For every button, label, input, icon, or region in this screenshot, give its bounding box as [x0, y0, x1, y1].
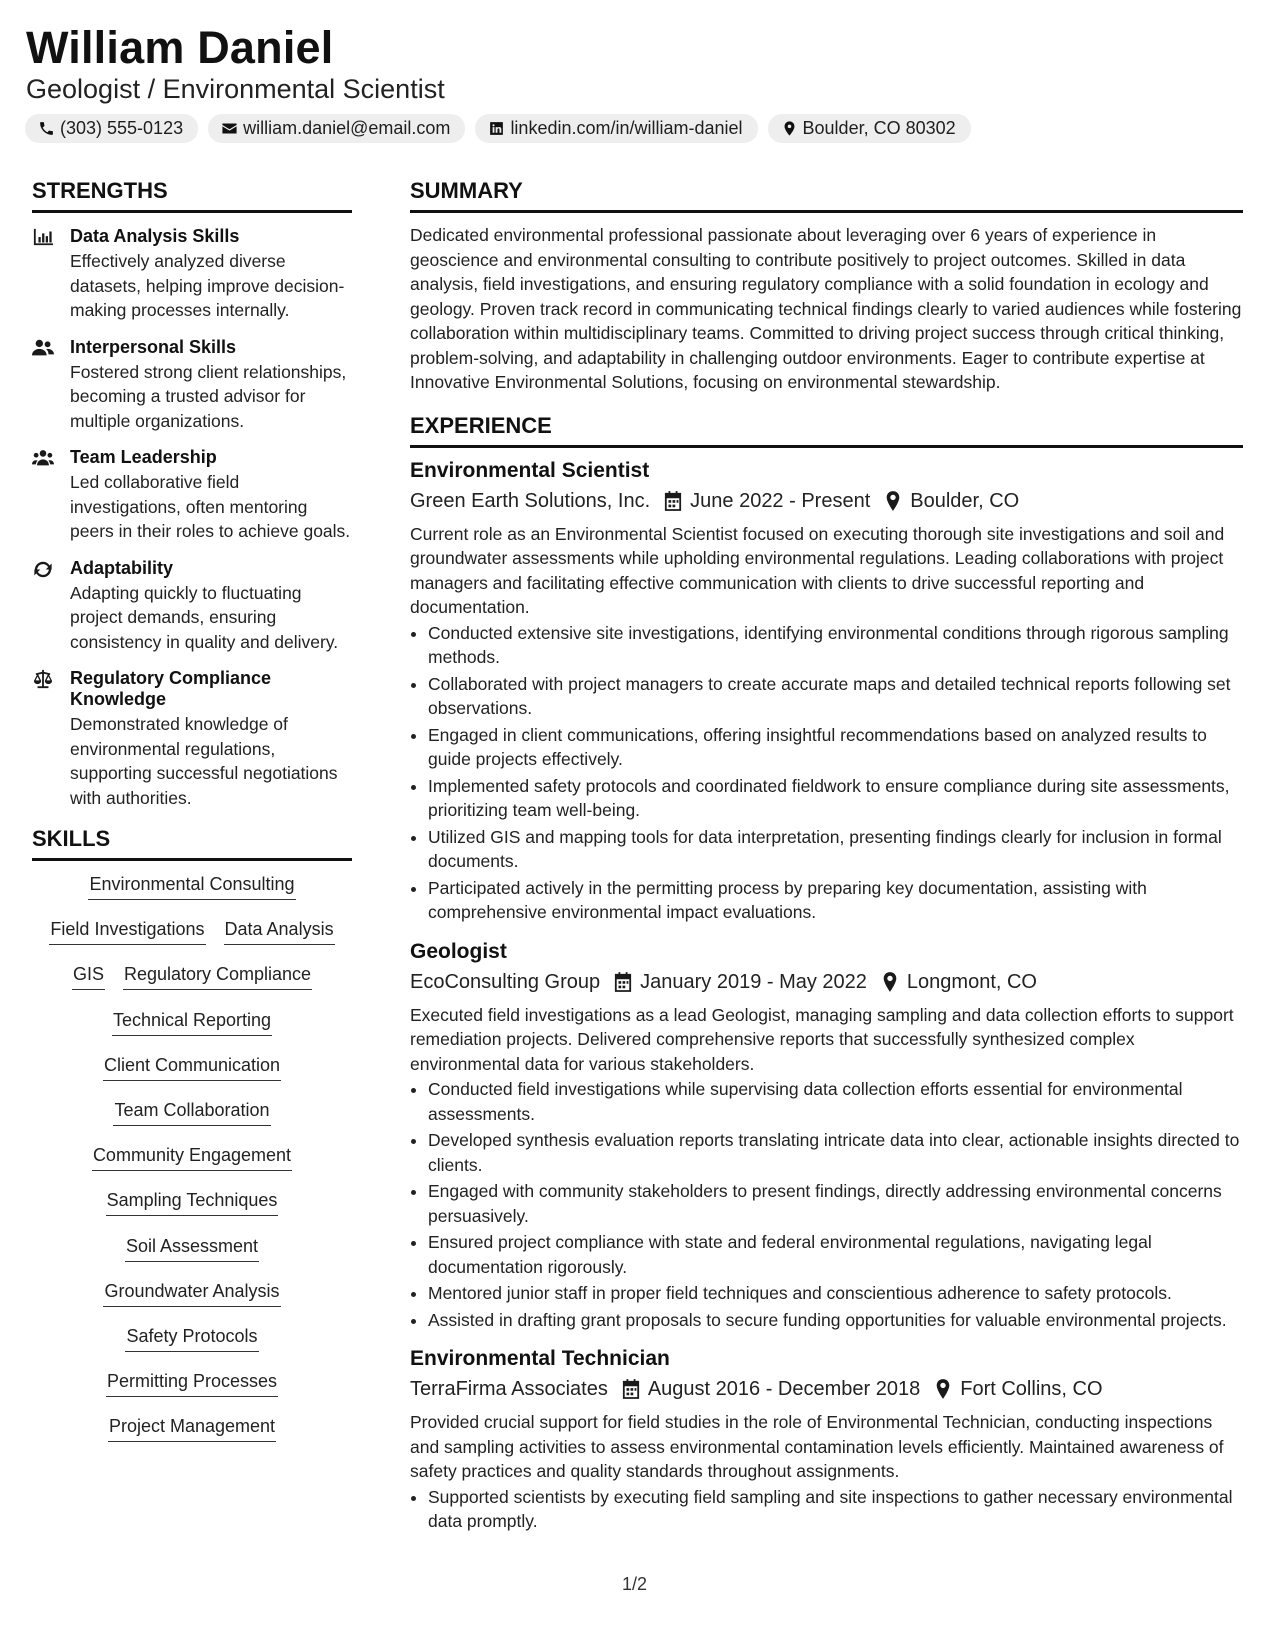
skill-tag: Sampling Techniques — [106, 1187, 279, 1216]
skill-tag: Soil Assessment — [125, 1233, 259, 1262]
job-bullet: • Engaged in client communications, offering insightful recommendations based on analyzed results to guide projects effectively. — [428, 723, 1243, 772]
job-dates: January 2019 - May 2022 — [640, 970, 867, 993]
strength-name: Team Leadership — [70, 447, 217, 467]
job-location: Boulder, CO — [910, 489, 1020, 512]
experience-section — [410, 413, 1243, 1534]
location-icon — [781, 120, 798, 137]
skill-tag: Regulatory Compliance — [123, 961, 312, 990]
job-dates: June 2022 - Present — [690, 489, 871, 512]
skills-heading: SKILLS — [32, 826, 352, 861]
location-icon — [881, 972, 899, 992]
job-title: Environmental Technician — [410, 1347, 670, 1370]
job-bullet: • Developed synthesis evaluation reports translating intricate data into clear, actionable insights directed to clients. — [428, 1128, 1243, 1177]
skills-section — [32, 826, 352, 1458]
skill-tag: Field Investigations — [49, 916, 205, 945]
strength-desc: Demonstrated knowledge of environmental regulations, supporting successful negotiations with authorities. — [70, 714, 338, 808]
job-dates: August 2016 - December 2018 — [647, 1378, 921, 1400]
strength-item — [32, 337, 352, 434]
job-bullet: • Assisted in drafting grant proposals to secure funding opportunities for valuable environmental projects. — [428, 1308, 1243, 1333]
skill-tag: GIS — [72, 961, 105, 990]
location-icon — [934, 1379, 952, 1399]
skill-tag: Safety Protocols — [125, 1323, 258, 1352]
summary-text: Dedicated environmental professional passionate about leveraging over 6 years of experience in geoscience and environmental consulting to contribute positively to project outcomes. Skilled in data analysis, field investigations, and ensuring regulatory compliance with a solid foundation in ecology and geology. Proven track record in communicating technical findings clearly to varied audiences while fostering collaboration within multidisciplinary teams. Committed to driving project success through critical thinking, problem-solving, and adaptability in challenging outdoor environments. Eager to contribute expertise at Innovative Environmental Solutions, focusing on environmental stewardship. — [410, 225, 1242, 392]
strengths-list — [32, 226, 352, 810]
skill-tag: Data Analysis — [224, 916, 335, 945]
strength-item — [32, 226, 352, 323]
strength-desc: Effectively analyzed diverse datasets, helping improve decision-making processes internally. — [70, 251, 345, 320]
bar-chart-icon — [32, 227, 54, 247]
page-number: 1/2 — [622, 1574, 648, 1594]
right-column — [410, 178, 1243, 1536]
contact-linkedin-text: linkedin.com/in/william-daniel — [510, 118, 743, 138]
skill-tag: Technical Reporting — [112, 1007, 272, 1036]
contact-email-text: william.daniel@email.com — [243, 118, 451, 138]
job-bullets — [410, 1485, 1243, 1534]
job-entry — [410, 939, 1243, 1333]
phone-icon — [38, 120, 55, 137]
job-bullet: • Conducted field investigations while supervising data collection efforts essential for environmental assessments. — [428, 1077, 1243, 1126]
strength-name: Regulatory Compliance Knowledge — [70, 668, 272, 709]
contact-location[interactable] — [768, 114, 971, 143]
contact-phone-text: (303) 555-0123 — [60, 118, 184, 138]
scale-icon — [32, 669, 54, 689]
job-company: TerraFirma Associates — [410, 1378, 608, 1400]
skill-tag: Community Engagement — [92, 1142, 292, 1171]
job-meta — [410, 1376, 1243, 1402]
contact-email[interactable] — [208, 114, 465, 143]
strength-name: Adaptability — [70, 557, 174, 578]
location-icon — [884, 491, 902, 511]
job-description: Executed field investigations as a lead Geologist, managing sampling and data collection efforts to support remediation projects. Delivered comprehensive reports that successfully synthesized complex environmental data for various stakeholders. — [410, 1004, 1234, 1074]
job-company: EcoConsulting Group — [410, 970, 601, 993]
skill-tag: Permitting Processes — [106, 1368, 278, 1397]
contact-bar — [25, 114, 971, 143]
calendar-icon — [664, 491, 682, 511]
experience-heading: EXPERIENCE — [410, 413, 1243, 448]
job-meta — [410, 969, 1243, 995]
strength-item — [32, 558, 352, 655]
job-bullets — [410, 1077, 1243, 1332]
job-entry — [410, 458, 1243, 925]
contact-location-text: Boulder, CO 80302 — [802, 118, 956, 138]
left-column — [32, 178, 352, 1458]
summary-heading: SUMMARY — [410, 178, 1243, 213]
skill-tag: Environmental Consulting — [88, 871, 295, 900]
calendar-icon — [614, 972, 632, 992]
user-pair-icon — [32, 338, 54, 358]
strength-item — [32, 447, 352, 544]
strength-name: Interpersonal Skills — [70, 336, 237, 357]
job-bullet: • Participated actively in the permitting process by preparing key documentation, assisting with comprehensive environmental impact evaluations. — [428, 876, 1243, 925]
team-icon — [32, 448, 54, 468]
job-description: Provided crucial support for field studies in the role of Environmental Technician, conducting inspections and sampling activities to assess environmental contamination levels efficiently. Maintained awareness of safety practices and quality standards throughout assignments. — [410, 1412, 1224, 1481]
contact-linkedin[interactable] — [475, 114, 757, 143]
contact-phone[interactable] — [25, 114, 198, 143]
skill-tag: Project Management — [108, 1413, 276, 1442]
job-bullet: • Collaborated with project managers to create accurate maps and detailed technical reports following set observations. — [428, 672, 1243, 721]
job-company: Green Earth Solutions, Inc. — [410, 489, 651, 512]
email-icon — [221, 120, 238, 137]
candidate-title: Geologist / Environmental Scientist — [26, 74, 445, 104]
strength-item — [32, 668, 352, 810]
job-title: Geologist — [410, 939, 507, 963]
strengths-heading: STRENGTHS — [32, 178, 352, 213]
strength-name: Data Analysis Skills — [70, 226, 240, 246]
strength-desc: Adapting quickly to fluctuating project demands, ensuring consistency in quality and delivery. — [70, 582, 339, 652]
job-description: Current role as an Environmental Scientist focused on executing thorough site investigations and soil and groundwater assessments while upholding environmental regulations. Leading collaborations with project managers and facilitating effective communication with clients to drive successful reporting and documentation. — [410, 523, 1225, 617]
skill-tag: Groundwater Analysis — [103, 1278, 280, 1307]
job-bullet: • Implemented safety protocols and coordinated fieldwork to ensure compliance during site assessments, prioritizing team well-being. — [428, 774, 1243, 823]
candidate-name: William Daniel — [26, 22, 334, 73]
job-entry — [410, 1346, 1243, 1534]
job-bullet: • Ensured project compliance with state and federal environmental regulations, navigating legal documentation rigorously. — [428, 1230, 1243, 1279]
job-bullet: • Engaged with community stakeholders to present findings, directly addressing environmental concerns persuasively. — [428, 1179, 1243, 1228]
linkedin-icon — [488, 120, 505, 137]
job-bullet: • Supported scientists by executing field sampling and site inspections to gather necessary environmental data promptly. — [428, 1485, 1243, 1534]
skill-tag: Team Collaboration — [113, 1097, 270, 1126]
job-location: Longmont, CO — [906, 970, 1037, 993]
job-bullets — [410, 621, 1243, 925]
job-bullet: • Conducted extensive site investigations, identifying environmental conditions through rigorous sampling methods. — [428, 621, 1243, 670]
skill-tag: Client Communication — [103, 1052, 281, 1081]
job-bullet: • Utilized GIS and mapping tools for data interpretation, presenting findings clearly for inclusion in formal documents. — [428, 825, 1243, 874]
job-bullet: • Mentored junior staff in proper field techniques and conscientious adherence to safety protocols. — [428, 1281, 1243, 1306]
strength-desc: Fostered strong client relationships, becoming a trusted advisor for multiple organizations. — [70, 361, 347, 431]
refresh-icon — [32, 559, 54, 579]
skills-list — [32, 871, 352, 1458]
calendar-icon — [622, 1379, 640, 1399]
strength-desc: Led collaborative field investigations, often mentoring peers in their roles to achieve goals. — [70, 472, 351, 541]
job-location: Fort Collins, CO — [960, 1378, 1103, 1400]
job-title: Environmental Scientist — [410, 458, 650, 482]
job-meta — [410, 488, 1243, 514]
